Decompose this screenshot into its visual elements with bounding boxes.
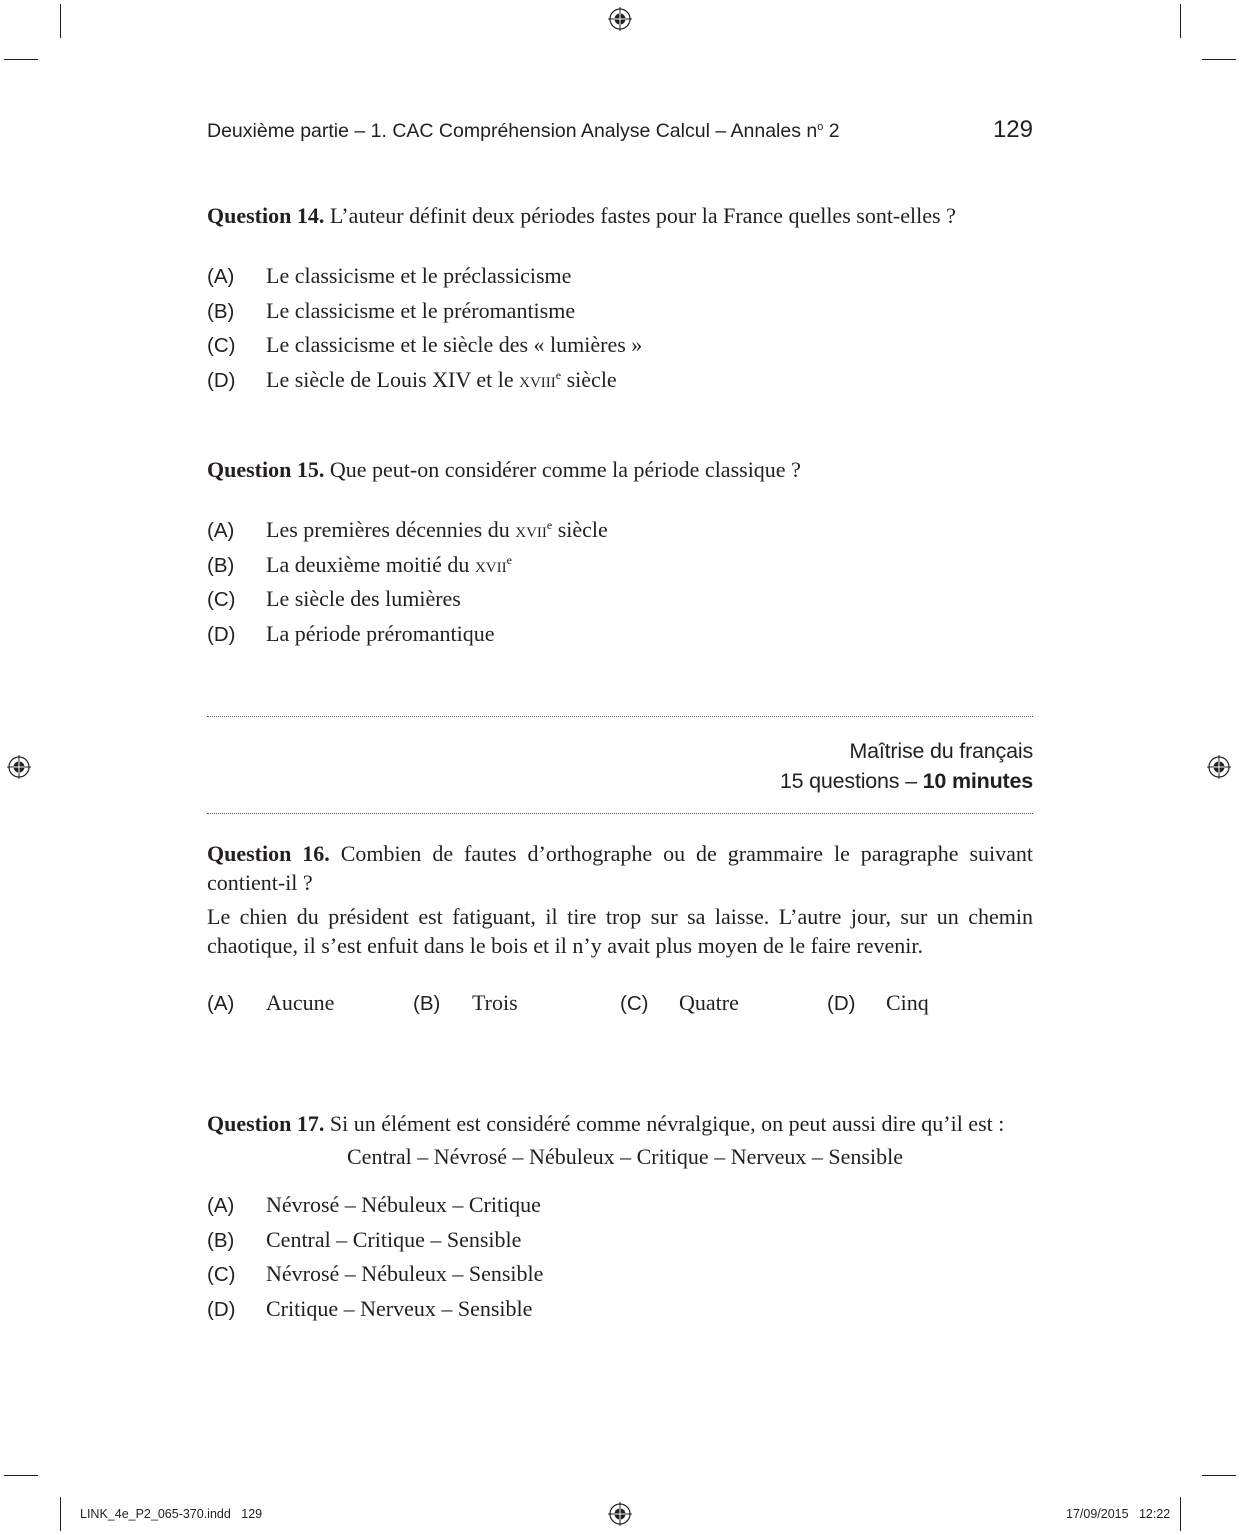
running-head-title-end: 2 bbox=[823, 120, 840, 142]
option-text: Le classicisme et le préclassicisme bbox=[266, 263, 572, 288]
question-text: Si un élément est considéré comme névralgique, on peut aussi dire qu’il est : bbox=[324, 1111, 1005, 1136]
question-15-title bbox=[207, 455, 1033, 484]
section-heading bbox=[207, 736, 1033, 796]
answer-option-a[interactable] bbox=[207, 1192, 1033, 1227]
option-text-part: siècle bbox=[561, 366, 617, 392]
dotted-divider bbox=[207, 813, 1033, 814]
answer-option-c[interactable] bbox=[207, 332, 1033, 367]
option-text: Trois bbox=[472, 990, 518, 1015]
registration-mark-icon bbox=[7, 755, 31, 779]
question-label: Question 17. bbox=[207, 1111, 325, 1136]
option-text: Névrosé – Nébuleux – Critique bbox=[266, 1192, 541, 1217]
answer-option-a[interactable] bbox=[207, 263, 1033, 298]
running-head-sup: o bbox=[817, 121, 824, 133]
registration-mark-icon bbox=[1207, 755, 1231, 779]
page-number: 129 bbox=[992, 116, 1033, 143]
registration-mark-icon bbox=[608, 7, 632, 31]
registration-mark-icon bbox=[608, 1502, 632, 1526]
answer-option-b[interactable] bbox=[207, 298, 1033, 333]
question-label: Question 15. bbox=[207, 457, 325, 482]
word-list: Central – Névrosé – Nébuleux – Critique – Nerveux – Sensible bbox=[347, 1144, 903, 1169]
option-text bbox=[266, 552, 512, 578]
option-letter: (C) bbox=[207, 334, 236, 357]
question-17-title bbox=[207, 1109, 1033, 1138]
answer-option-b[interactable] bbox=[207, 552, 1033, 587]
question-text: L’auteur définit deux périodes fastes pour la France quelles sont-elles ? bbox=[324, 203, 956, 228]
option-text-part: siècle bbox=[552, 517, 608, 542]
dotted-divider bbox=[207, 716, 1033, 717]
century-numeral: xvii bbox=[474, 552, 507, 577]
crop-mark bbox=[1180, 4, 1181, 38]
answer-options bbox=[207, 1192, 1033, 1330]
option-letter: (C) bbox=[207, 1263, 236, 1286]
option-text-part: La deuxième moitié du bbox=[266, 551, 475, 577]
option-text: Critique – Nerveux – Sensible bbox=[266, 1295, 533, 1321]
option-letter: (C) bbox=[207, 588, 236, 611]
option-letter: (D) bbox=[207, 1297, 236, 1321]
superscript: e bbox=[506, 552, 512, 567]
answer-option-b[interactable] bbox=[207, 1227, 1033, 1262]
option-letter: (C) bbox=[620, 992, 649, 1015]
option-letter: (D) bbox=[827, 992, 856, 1015]
question-text: Combien de fautes d’orthographe ou de grammaire le paragraphe suivant contient-il ? bbox=[207, 841, 1033, 895]
option-letter: (A) bbox=[207, 992, 235, 1015]
century-numeral: xvii bbox=[515, 518, 547, 542]
crop-mark bbox=[1180, 1497, 1181, 1531]
crop-mark bbox=[4, 1475, 38, 1476]
answer-options bbox=[207, 263, 1033, 401]
question-15 bbox=[207, 455, 1033, 655]
answer-option-d[interactable] bbox=[207, 621, 1033, 656]
section-title: Maîtrise du français bbox=[849, 739, 1033, 763]
footer-date: 17/09/2015 12:22 bbox=[1066, 1507, 1171, 1521]
option-letter: (A) bbox=[207, 265, 235, 288]
question-14-title bbox=[207, 201, 1033, 230]
answer-option-c[interactable] bbox=[207, 586, 1033, 621]
option-letter: (B) bbox=[207, 299, 235, 323]
superscript: e bbox=[546, 518, 553, 532]
option-text: Aucune bbox=[266, 990, 335, 1015]
answer-option-c[interactable] bbox=[207, 1261, 1033, 1296]
crop-mark bbox=[60, 1497, 61, 1531]
section-duration: 10 minutes bbox=[922, 769, 1033, 793]
answer-option-d[interactable] bbox=[207, 367, 1033, 402]
crop-mark bbox=[1202, 1475, 1236, 1476]
question-17 bbox=[207, 1109, 1033, 1330]
option-letter: (B) bbox=[207, 1228, 235, 1252]
option-text bbox=[266, 517, 608, 543]
option-text-part: Le siècle de Louis XIV et le bbox=[266, 366, 520, 392]
option-letter: (D) bbox=[207, 622, 236, 646]
option-text-part: Les premières décennies du bbox=[266, 517, 516, 542]
passage-text: Le chien du président est fatiguant, il tire trop sur sa laisse. L’autre jour, sur un chemin chaotique, il s’est enfuit dans le bois et il n’y avait plus moyen de le faire revenir. bbox=[207, 904, 1033, 958]
answer-options bbox=[207, 990, 1033, 1024]
answer-option-d[interactable] bbox=[207, 1296, 1033, 1331]
running-head-title bbox=[207, 120, 840, 143]
footer-file-name: LINK_4e_P2_065-370.indd 129 bbox=[80, 1507, 263, 1521]
superscript: e bbox=[555, 367, 562, 382]
option-letter: (D) bbox=[207, 368, 236, 392]
option-text: Le classicisme et le siècle des « lumières » bbox=[266, 332, 643, 357]
answer-options bbox=[207, 517, 1033, 655]
crop-mark bbox=[60, 4, 61, 38]
option-letter: (B) bbox=[413, 992, 441, 1015]
option-text: Cinq bbox=[886, 990, 929, 1015]
option-text bbox=[266, 367, 617, 393]
section-count: 15 questions – bbox=[779, 769, 923, 793]
question-14 bbox=[207, 201, 1033, 401]
answer-option-a[interactable] bbox=[207, 517, 1033, 552]
question-label: Question 16. bbox=[207, 841, 330, 866]
question-label: Question 14. bbox=[207, 203, 325, 228]
section-subtitle bbox=[207, 766, 1033, 796]
question-16 bbox=[207, 839, 1033, 1024]
running-head bbox=[207, 118, 1033, 148]
crop-mark bbox=[4, 59, 38, 60]
century-numeral: xviii bbox=[519, 367, 556, 392]
option-text: Le siècle des lumières bbox=[266, 586, 461, 611]
question-16-title bbox=[207, 839, 1033, 897]
option-letter: (A) bbox=[207, 519, 235, 542]
option-text: Central – Critique – Sensible bbox=[266, 1226, 522, 1252]
question-text: Que peut-on considérer comme la période classique ? bbox=[324, 457, 801, 482]
crop-mark bbox=[1202, 59, 1236, 60]
running-head-title-text: Deuxième partie – 1. CAC Compréhension Analyse Calcul – Annales n bbox=[207, 120, 818, 142]
option-text: Névrosé – Nébuleux – Sensible bbox=[266, 1261, 544, 1286]
option-letter: (B) bbox=[207, 553, 235, 577]
option-text: Quatre bbox=[679, 990, 739, 1015]
option-letter: (A) bbox=[207, 1194, 235, 1217]
option-text: Le classicisme et le préromantisme bbox=[266, 297, 576, 323]
option-text: La période préromantique bbox=[266, 620, 495, 646]
